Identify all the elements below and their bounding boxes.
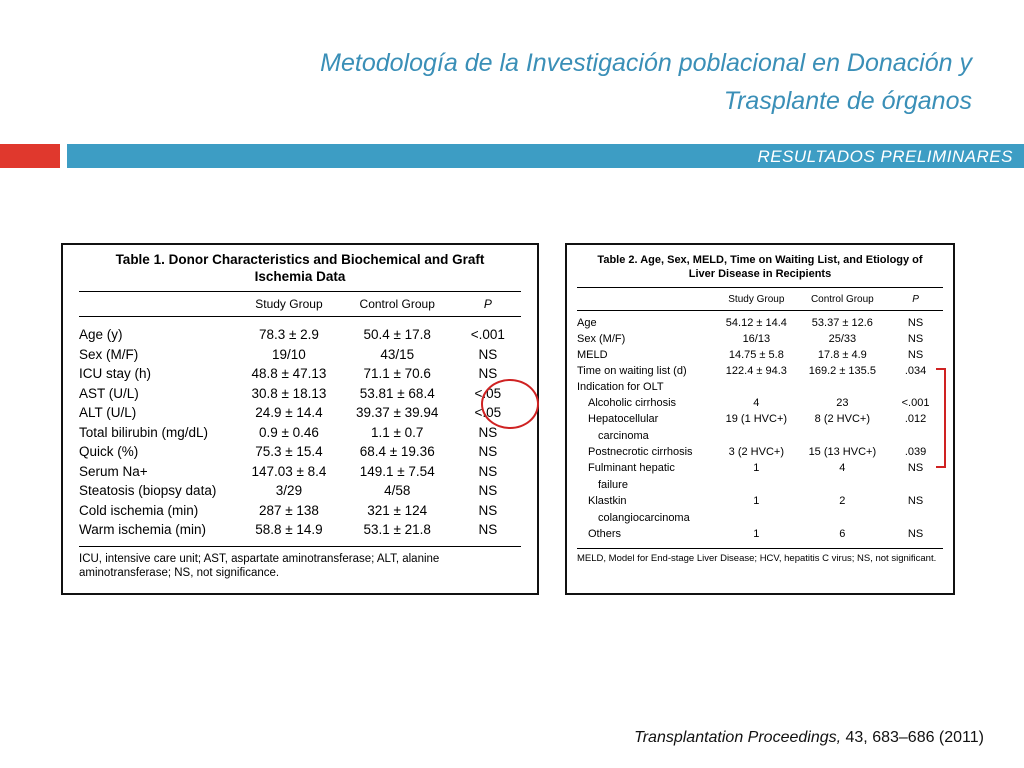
table2-cell-variable-line-1: MELD	[577, 349, 608, 361]
table1-caption-line-1: Table 1. Donor Characteristics and Biochemical and Graft	[115, 252, 485, 267]
table2-cell-variable-line-1: Postnecrotic cirrhosis	[588, 446, 693, 458]
table2-cell-study: 54.12 ± 14.4	[725, 317, 787, 329]
table2-cell-study: 4	[753, 397, 760, 409]
table2-cell-variable-line-1: Others	[588, 528, 622, 540]
table1-cell-study: 147.03 ± 8.4	[251, 463, 327, 479]
table2-cell-variable-line-1: Age	[577, 317, 597, 329]
table1-cell-variable: Warm ischemia (min)	[79, 522, 207, 537]
table1-header-control: Control Group	[359, 297, 435, 311]
table1-row	[79, 501, 521, 521]
table1-cell-variable: AST (U/L)	[79, 385, 139, 401]
table2-cell-control: 2	[839, 495, 846, 507]
table1-row	[79, 481, 521, 501]
table2-row	[577, 493, 943, 526]
table1-cell-variable: Total bilirubin (mg/dL)	[79, 424, 209, 440]
table2-data	[577, 288, 943, 542]
citation	[634, 729, 984, 747]
table2-cell-variable-line-1: Fulminant hepatic	[588, 462, 675, 474]
table2-cell-variable-line-2: colangiocarcinoma	[598, 511, 690, 524]
table1-cell-p: NS	[478, 444, 498, 459]
table1-cell-control: 4/58	[384, 483, 411, 498]
table1-header-p: P	[483, 297, 492, 311]
table2-caption	[577, 253, 943, 281]
table2-cell-variable	[577, 363, 716, 379]
table1-row	[79, 345, 521, 365]
table2-cell-control: 6	[839, 528, 846, 540]
table2-cell-variable	[577, 460, 716, 493]
table1-cell-study: 48.8 ± 47.13	[251, 366, 327, 381]
table2-cell-study: 14.75 ± 5.8	[728, 349, 784, 361]
table1-cell-p: NS	[478, 483, 498, 498]
table2-cell-variable	[577, 347, 716, 363]
table2-cell-p: .012	[904, 413, 927, 425]
table2-cell-variable-line-2: carcinoma	[598, 429, 649, 442]
table1-cell-control: 53.1 ± 21.8	[363, 522, 431, 537]
table2-cell-variable-line-2: failure	[598, 478, 628, 491]
table2-image	[565, 243, 955, 595]
table2-cell-variable-line-1: Hepatocellular	[588, 413, 659, 425]
table2-cell-control: 4	[839, 462, 846, 474]
highlight-circle-annotation	[481, 379, 539, 429]
table1-cell-p: NS	[478, 522, 498, 537]
table1-cell-study: 3/29	[275, 483, 303, 498]
table1-cell-study: 78.3 ± 2.9	[258, 327, 319, 342]
table1-cell-p: NS	[478, 346, 498, 362]
table1-cell-p: <.05	[474, 405, 502, 420]
table2-header-row	[577, 288, 943, 310]
table2-cell-control: 169.2 ± 135.5	[808, 365, 876, 377]
table2-cell-variable	[577, 331, 716, 347]
table2-cell-control: 8 (2 HVC+)	[814, 413, 870, 425]
table2-cell-study: 1	[753, 528, 760, 540]
table1-cell-p: NS	[478, 424, 498, 440]
table2-cell-p: <.001	[901, 397, 930, 409]
table2-header-study: Study Group	[728, 293, 785, 305]
table1-cell-p: NS	[478, 366, 498, 381]
table2-cell-variable-line-1: Klastkin	[588, 495, 627, 507]
table1-cell-study: 19/10	[272, 346, 306, 362]
table1-cell-control: 50.4 ± 17.8	[363, 327, 431, 342]
table2-cell-variable-line-1: Time on waiting list (d)	[577, 365, 687, 377]
table1-cell-study: 24.9 ± 14.4	[255, 405, 323, 420]
table2-cell-variable	[577, 411, 716, 444]
table1-image	[61, 243, 539, 595]
table2-cell-control: 15 (13 HVC+)	[808, 446, 877, 458]
slide-title	[150, 44, 972, 120]
table1-cell-control: 321 ± 124	[367, 502, 428, 518]
table1-cell-study: 58.8 ± 14.9	[255, 522, 323, 537]
table2-header-p: P	[912, 293, 919, 305]
table2-cell-variable-line-1: Alcoholic cirrhosis	[588, 397, 677, 409]
table2-cell-variable	[577, 311, 716, 331]
table2-header-control: Control Group	[810, 293, 874, 305]
table1-cell-p: NS	[478, 502, 498, 518]
table2-cell-variable-line-1: Indication for OLT	[577, 381, 664, 393]
table2-cell-p: NS	[907, 333, 924, 345]
section-subtitle: RESULTADOS PRELIMINARES	[757, 147, 1013, 166]
table1-cell-p: <.001	[470, 327, 505, 342]
table2-cell-variable	[577, 493, 716, 526]
table1-cell-control: 68.4 ± 19.36	[359, 444, 435, 459]
table2-row	[577, 311, 943, 331]
table1-row	[79, 442, 521, 462]
slide-title-line-1: Metodología de la Investigación poblacional en Donación y	[320, 49, 972, 77]
table2-row	[577, 363, 943, 379]
table2-footnote: MELD, Model for End-stage Liver Disease; HCV, hepatitis C virus; NS, not significant.	[577, 553, 937, 564]
table2-row	[577, 379, 943, 395]
table2-row	[577, 411, 943, 444]
table2-cell-p: NS	[907, 528, 924, 540]
table1-cell-control: 1.1 ± 0.7	[370, 424, 424, 440]
table2-header-variable	[577, 288, 716, 310]
table1-cell-control: 39.37 ± 39.94	[355, 405, 439, 420]
table1-row	[79, 520, 521, 540]
table1-row	[79, 317, 521, 345]
table1-cell-variable: Age (y)	[79, 327, 123, 342]
table1-cell-variable: Serum Na+	[79, 463, 148, 479]
table1-row	[79, 462, 521, 482]
table2-cell-p: NS	[907, 495, 924, 507]
table2-cell-control: 23	[836, 397, 849, 409]
citation-journal: Transplantation Proceedings,	[634, 729, 842, 746]
table2-cell-p	[888, 379, 943, 395]
table1-row	[79, 403, 521, 423]
table2-cell-variable-line-1: Sex (M/F)	[577, 333, 626, 345]
table1-cell-variable: Steatosis (biopsy data)	[79, 483, 217, 498]
table1-cell-control: 53.81 ± 68.4	[359, 385, 435, 401]
table2-cell-p: .039	[904, 446, 927, 458]
table2-caption-line-2: Liver Disease in Recipients	[688, 268, 832, 280]
table2-cell-study	[716, 379, 797, 395]
table1-header-row	[79, 292, 521, 316]
table2-row	[577, 460, 943, 493]
table2-cell-control: 25/33	[828, 333, 857, 345]
table2-cell-p: .034	[904, 365, 927, 377]
table1-cell-variable: ALT (U/L)	[79, 405, 137, 420]
table1-row	[79, 364, 521, 384]
table2-cell-study: 19 (1 HVC+)	[725, 413, 788, 425]
table2-row	[577, 444, 943, 460]
table2-cell-study: 122.4 ± 94.3	[725, 365, 787, 377]
citation-reference: 43, 683–686 (2011)	[841, 729, 984, 746]
table2-cell-study: 1	[753, 495, 760, 507]
table1-header-study: Study Group	[255, 297, 323, 311]
table2-cell-control: 17.8 ± 4.9	[817, 349, 867, 361]
table1-cell-variable: Sex (M/F)	[79, 346, 139, 362]
accent-band-red	[0, 144, 60, 168]
table2-caption-line-1: Table 2. Age, Sex, MELD, Time on Waiting List, and Etiology of	[597, 254, 923, 266]
table2-cell-variable	[577, 395, 716, 411]
table2-cell-variable	[577, 379, 716, 395]
table2-row	[577, 331, 943, 347]
table1-cell-control: 149.1 ± 7.54	[359, 463, 435, 479]
table2-cell-p: NS	[907, 462, 924, 474]
table1-cell-variable: Quick (%)	[79, 444, 139, 459]
table2-row	[577, 395, 943, 411]
table1-cell-variable: Cold ischemia (min)	[79, 502, 199, 518]
slide-title-line-2: Trasplante de órganos	[723, 87, 972, 115]
table2-row	[577, 347, 943, 363]
table2-cell-study: 16/13	[742, 333, 771, 345]
table1-footnote: ICU, intensive care unit; AST, aspartate aminotransferase; ALT, alanine aminotransferase; NS, not significance.	[79, 552, 440, 579]
table1-cell-study: 75.3 ± 15.4	[255, 444, 323, 459]
table1-row	[79, 423, 521, 443]
table1-cell-p: <.05	[474, 385, 502, 401]
highlight-bracket-annotation	[936, 368, 946, 468]
table2-cell-study: 1	[753, 462, 760, 474]
table2-cell-p: NS	[907, 349, 924, 361]
table2-cell-variable	[577, 444, 716, 460]
table1-cell-study: 287 ± 138	[258, 502, 319, 518]
table1-cell-variable: ICU stay (h)	[79, 366, 152, 381]
table1-cell-control: 43/15	[380, 346, 415, 362]
table2-cell-variable	[577, 526, 716, 542]
table1-cell-control: 71.1 ± 70.6	[363, 366, 431, 381]
table2-cell-study: 3 (2 HVC+)	[728, 446, 784, 458]
table1-caption-line-2: Ischemia Data	[254, 269, 346, 284]
table1-cell-study: 0.9 ± 0.46	[258, 424, 319, 440]
table1-data	[79, 292, 521, 540]
table1-cell-study: 30.8 ± 18.13	[251, 385, 327, 401]
table1-header-variable	[79, 292, 238, 316]
table2-cell-control	[797, 379, 889, 395]
table2-cell-control: 53.37 ± 12.6	[811, 317, 873, 329]
table1-row	[79, 384, 521, 404]
table2-cell-p: NS	[907, 317, 924, 329]
table1-cell-p: NS	[478, 463, 498, 479]
table2-row	[577, 526, 943, 542]
table1-caption	[79, 251, 521, 285]
